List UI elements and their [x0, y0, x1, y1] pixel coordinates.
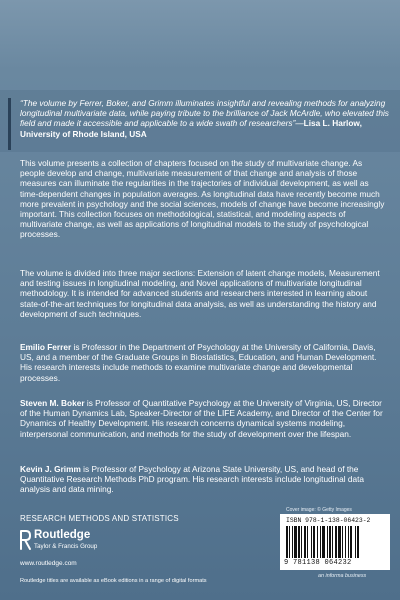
barcode-icon: [286, 526, 384, 558]
quote-accent-bar: [8, 98, 11, 150]
barcode-digits: 9 781138 064232: [284, 559, 352, 567]
top-color-band: [0, 0, 400, 70]
informa-tagline: an informa business: [318, 573, 367, 579]
isbn-number: ISBN 978-1-138-06423-2: [286, 517, 371, 524]
routledge-r-icon: [20, 529, 32, 551]
publisher-name: Routledge: [34, 529, 91, 541]
ebook-note: Routledge titles are available as eBook editions in a range of digital formats: [20, 578, 207, 584]
author-name: Emilio Ferrer: [20, 342, 72, 352]
publisher-logo: [20, 528, 140, 554]
publisher-group: Taylor & Francis Group: [34, 543, 98, 550]
author-name: Kevin J. Grimm: [20, 464, 81, 474]
author-name: Steven M. Boker: [20, 398, 85, 408]
quote-text: “The volume by Ferrer, Boker, and Grimm illuminates insightful and revealing methods for analyzing longitudinal multivariate data, while paying tribute to the brilliance of Jack McArdle, who elevated this field and made it accessible and applicable to a wide swath of researchers”—: [20, 98, 389, 129]
cover-image-credit: Cover image: © Getty Images: [286, 507, 352, 513]
barcode-panel: [280, 514, 390, 570]
author-bio-ferrer: [20, 342, 388, 383]
author-bio-grimm: [20, 464, 388, 495]
series-label: RESEARCH METHODS AND STATISTICS: [20, 514, 179, 523]
author-bio-text: is Professor in the Department of Psychology at the University of California, Davis, US, and a member of the Graduate Groups in Biostatistics, Education, and Human Development. His research interests include methods to examine multivariate change and developmental processes.: [20, 342, 377, 383]
author-bio-text: is Professor of Quantitative Psychology at the University of Virginia, US, Director of the Human Dynamics Lab, Speaker-Director of the LIFE Academy, and Director of the Center for Dynamics of Healthy Development. His research concerns dynamical systems modeling, interpersonal communication, and methods for the study of development over the lifespan.: [20, 398, 383, 439]
publisher-website: www.routledge.com: [20, 560, 77, 567]
author-bio-text: is Professor of Psychology at Arizona State University, US, and head of the Quantitative Research Methods PhD program. His research interests include longitudinal data analysis and data mining.: [20, 464, 365, 495]
quote-attribution: Lisa L. Harlow, University of Rhode Island, USA: [20, 118, 362, 139]
description-paragraph-1: This volume presents a collection of chapters focused on the study of multivariate change. As people develop and change, multivariate measurement of that change and analysis of those measures can illuminate the regularities in the trajectories of individual development, as well as time-dependent changes in population averages. As longitudinal data have recently become much more prevalent in psychology and the social sciences, models of change have become increasingly important. This collection focuses on methodological, statistical, and modeling aspects of multivariate change, as well as applications of longitudinal models to the study of psychological processes.: [20, 158, 385, 240]
endorsement-quote: [20, 98, 392, 139]
author-bio-boker: [20, 398, 388, 439]
description-paragraph-2: The volume is divided into three major sections: Extension of latent change models, Measurement and testing issues in longitudinal modeling, and Novel applications of multivariate longitudinal methodology. It is intended for advanced students and researchers interested in learning about state-of-the-art techniques for longitudinal data analysis, as well as understanding the history and development of such techniques.: [20, 268, 380, 319]
